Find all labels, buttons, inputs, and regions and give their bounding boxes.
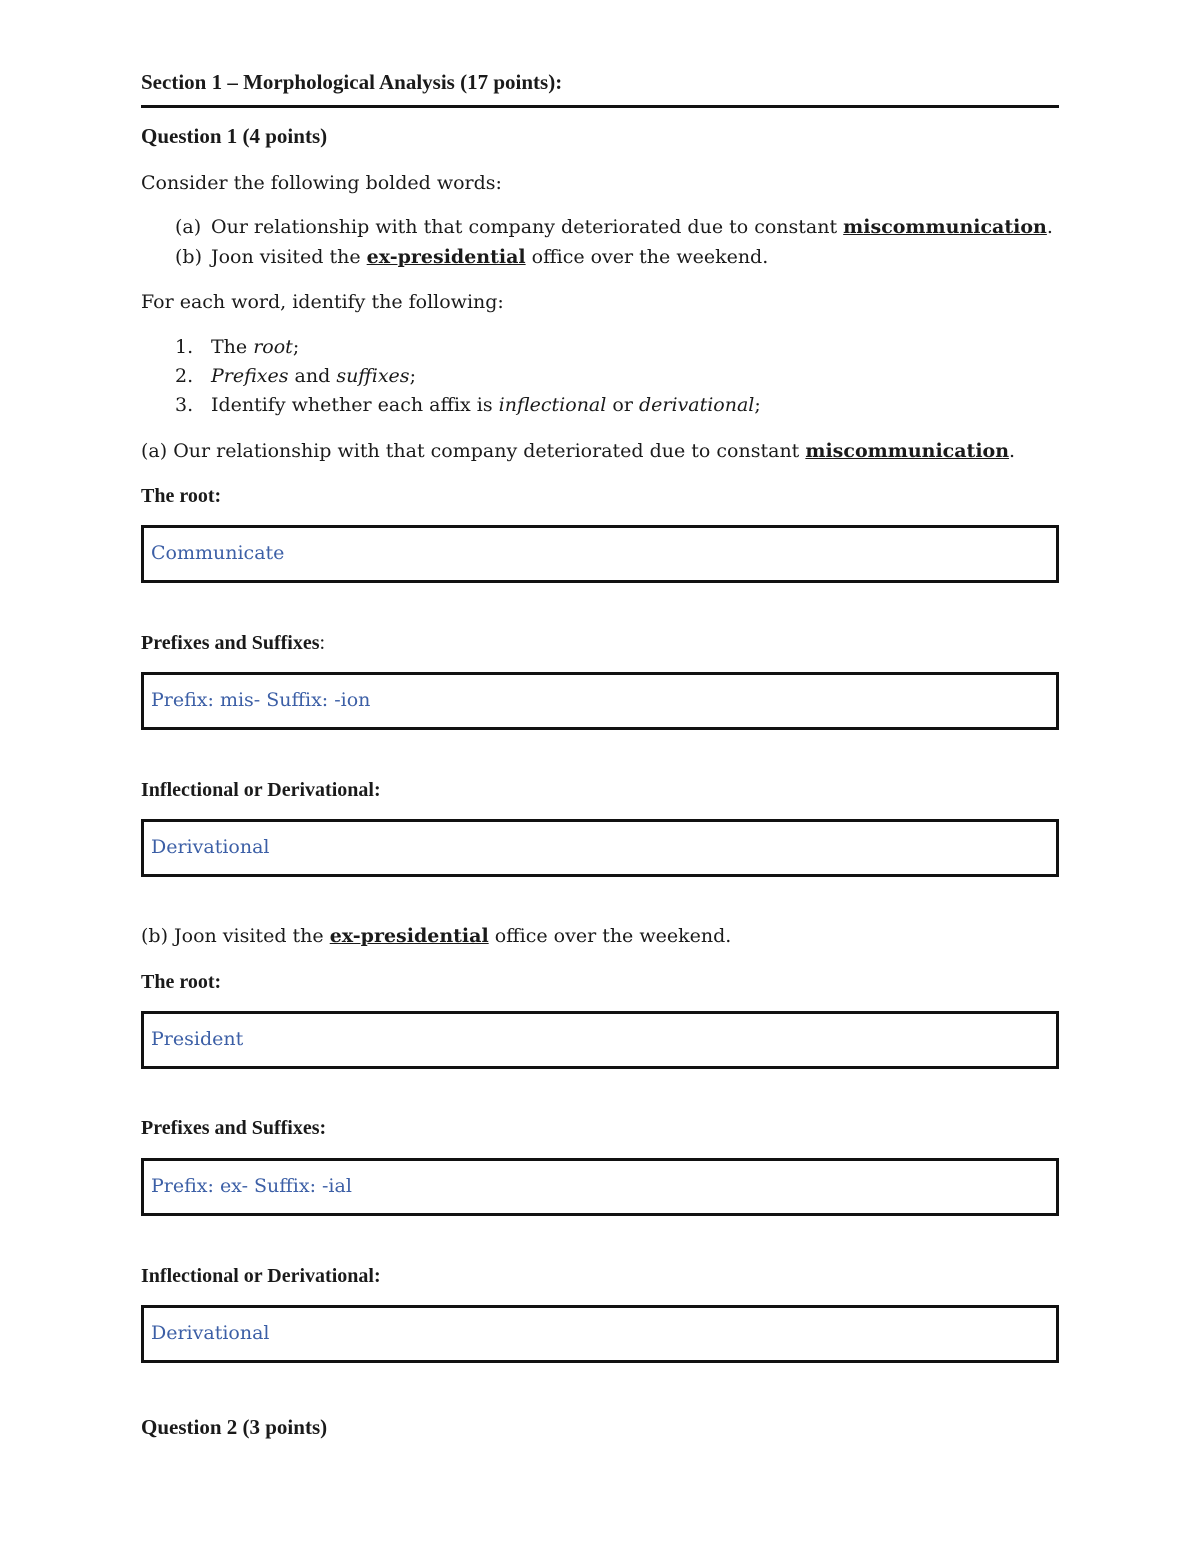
part-a-sentence bbox=[141, 440, 1015, 462]
part-a-root-label: The root: bbox=[141, 485, 222, 507]
part-b-type-answer: Derivational bbox=[151, 1322, 270, 1344]
part-b-word: ex-presidential bbox=[329, 925, 489, 947]
part-a-word: miscommunication bbox=[805, 440, 1010, 462]
part-a-affix-label-colon: : bbox=[319, 632, 326, 654]
task-emphasis: Prefixes bbox=[211, 365, 289, 387]
part-b-root-label: The root: bbox=[141, 971, 222, 993]
task-item bbox=[175, 365, 416, 387]
part-b-type-label: Inflectional or Derivational: bbox=[141, 1265, 381, 1287]
part-a-text: (a) Our relationship with that company deteriorated due to constant bbox=[141, 440, 806, 462]
part-b-affix-answer-box[interactable] bbox=[141, 1158, 1059, 1216]
task-text-tail: ; bbox=[409, 365, 416, 387]
task-text: or bbox=[606, 394, 639, 416]
part-a-type-label: Inflectional or Derivational: bbox=[141, 779, 381, 801]
task-emphasis: inflectional bbox=[498, 394, 607, 416]
task-emphasis: suffixes bbox=[336, 365, 410, 387]
section-title: Section 1 – Morphological Analysis (17 points): bbox=[141, 70, 563, 94]
part-a-affix-label bbox=[141, 632, 325, 655]
part-b-root-answer: President bbox=[151, 1028, 244, 1050]
question-1-intro: Consider the following bolded words: bbox=[141, 172, 502, 194]
task-text: Identify whether each affix is bbox=[211, 394, 499, 416]
part-a-affix-label-text: Prefixes and Suffixes bbox=[141, 632, 320, 654]
question-1-instruction: For each word, identify the following: bbox=[141, 291, 504, 313]
task-text-tail: ; bbox=[754, 394, 761, 416]
question-1-heading: Question 1 (4 points) bbox=[141, 124, 328, 148]
part-a-affix-answer-box[interactable] bbox=[141, 672, 1059, 730]
task-text: and bbox=[288, 365, 337, 387]
part-b-sentence bbox=[141, 925, 731, 947]
part-a-root-answer-box[interactable] bbox=[141, 525, 1059, 583]
sentence-a bbox=[175, 216, 1053, 238]
sentence-a-word: miscommunication bbox=[843, 216, 1047, 238]
part-b-affix-label: Prefixes and Suffixes: bbox=[141, 1117, 327, 1139]
part-b-text: (b) Joon visited the bbox=[141, 925, 330, 947]
part-b-type-answer-box[interactable] bbox=[141, 1305, 1059, 1363]
task-text-tail: ; bbox=[292, 336, 300, 358]
part-a-tail: . bbox=[1009, 440, 1016, 462]
task-number: 2. bbox=[175, 365, 194, 387]
sentence-a-after: . bbox=[1046, 216, 1053, 238]
task-number: 1. bbox=[175, 336, 194, 358]
sentence-b-before: Joon visited the bbox=[211, 246, 367, 268]
part-b-affix-answer: Prefix: ex- Suffix: -ial bbox=[151, 1175, 352, 1197]
task-text: The bbox=[211, 336, 254, 358]
sentence-b-label: (b) bbox=[175, 246, 202, 268]
task-number: 3. bbox=[175, 394, 194, 416]
section-divider bbox=[141, 105, 1059, 108]
part-a-type-answer-box[interactable] bbox=[141, 819, 1059, 877]
part-a-affix-answer: Prefix: mis- Suffix: -ion bbox=[151, 689, 371, 711]
part-a-type-answer: Derivational bbox=[151, 836, 270, 858]
task-emphasis: derivational bbox=[638, 394, 755, 416]
part-b-tail: office over the weekend. bbox=[488, 925, 732, 947]
sentence-a-label: (a) bbox=[175, 216, 202, 238]
sentence-b bbox=[175, 246, 768, 268]
sentence-a-before: Our relationship with that company deteriorated due to constant bbox=[211, 216, 844, 238]
sentence-b-after: office over the weekend. bbox=[525, 246, 769, 268]
task-emphasis: root bbox=[253, 336, 293, 358]
sentence-b-word: ex-presidential bbox=[366, 246, 526, 268]
task-item bbox=[175, 394, 761, 416]
part-b-root-answer-box[interactable] bbox=[141, 1011, 1059, 1069]
question-2-heading: Question 2 (3 points) bbox=[141, 1415, 328, 1439]
part-a-root-answer: Communicate bbox=[151, 542, 285, 564]
task-item bbox=[175, 336, 299, 358]
